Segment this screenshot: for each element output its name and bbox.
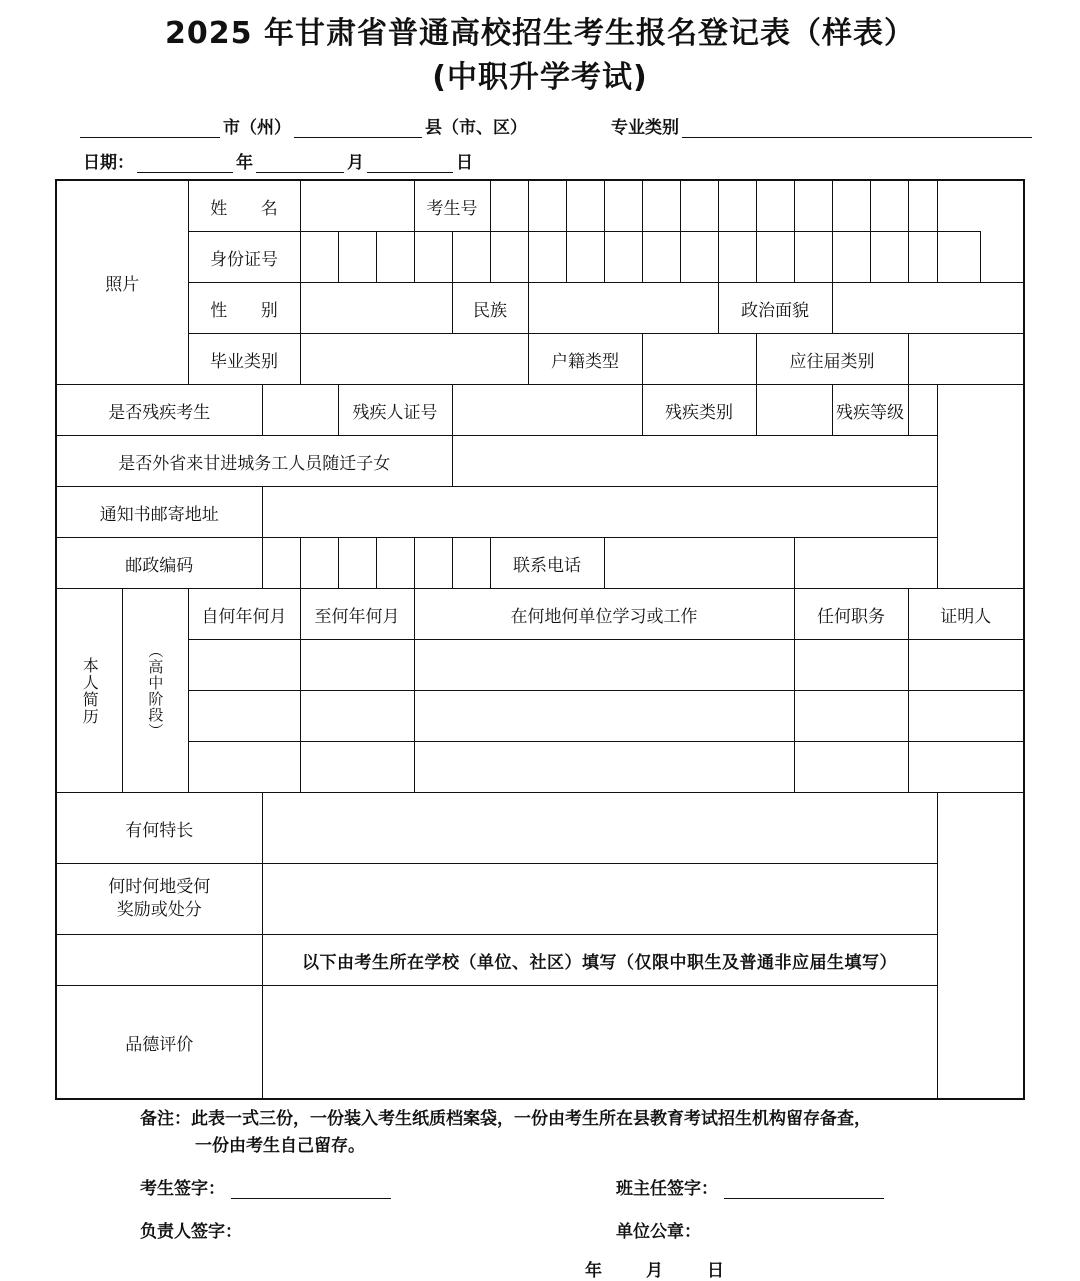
political-status-label: 政治面貌 (718, 283, 832, 334)
signature-date-month: 月 (646, 1261, 707, 1281)
id-no-box[interactable] (908, 232, 937, 283)
disabled-candidate-label: 是否残疾考生 (56, 385, 262, 436)
resume-col-from: 自何年何月 (188, 589, 300, 640)
table-row-resume-header (56, 589, 1024, 640)
city-suffix-label: 市（州） (223, 118, 291, 138)
graduation-type-label: 毕业类别 (188, 334, 300, 385)
exam-no-box[interactable] (832, 180, 870, 232)
exam-no-box[interactable] (870, 180, 908, 232)
resume-sublabel: （高中阶段） (146, 642, 165, 739)
resume-cell-place[interactable] (414, 742, 794, 793)
specialty-value-cell[interactable] (262, 793, 937, 864)
major-category-label: 专业类别 (611, 118, 679, 138)
candidate-year-type-value-cell[interactable] (908, 334, 1024, 385)
id-no-box[interactable] (680, 232, 718, 283)
moral-evaluation-value-cell[interactable] (262, 986, 937, 1100)
table-row-gender (56, 283, 1024, 334)
id-number-label: 身份证号 (188, 232, 300, 283)
resume-label: 本人简历 (80, 656, 100, 725)
mailing-address-label: 通知书邮寄地址 (56, 487, 262, 538)
candidate-signature-label: 考生签字： (140, 1179, 225, 1200)
date-day-unit: 日 (456, 153, 473, 173)
responsible-person-signature-label: 负责人签字： (140, 1222, 242, 1243)
id-no-box[interactable] (718, 232, 756, 283)
candidate-signature-line[interactable] (231, 1182, 391, 1199)
resume-col-witness: 证明人 (908, 589, 1024, 640)
disability-type-label: 残疾类别 (642, 385, 756, 436)
migrant-worker-children-value-cell[interactable] (452, 436, 937, 487)
resume-cell-to[interactable] (300, 691, 414, 742)
notes-line2: 一份由考生自己留存。 (195, 1136, 365, 1157)
postcode-box[interactable] (376, 538, 414, 589)
postcode-box[interactable] (262, 538, 300, 589)
id-no-box[interactable] (414, 232, 452, 283)
exam-no-box[interactable] (642, 180, 680, 232)
resume-sublabel-cell (122, 589, 188, 793)
table-row-rewards (56, 864, 1024, 935)
id-no-box[interactable] (490, 232, 528, 283)
date-year-unit: 年 (236, 153, 253, 173)
id-no-box[interactable] (338, 232, 376, 283)
moral-evaluation-label: 品德评价 (56, 986, 262, 1100)
graduation-type-value-cell[interactable] (300, 334, 528, 385)
table-row-resume-entry (56, 640, 1024, 691)
id-no-box[interactable] (937, 232, 980, 283)
exam-no-box[interactable] (566, 180, 604, 232)
exam-no-box[interactable] (490, 180, 528, 232)
exam-no-box[interactable] (908, 180, 937, 232)
resume-cell-witness[interactable] (908, 691, 1024, 742)
school-banner-spacer (56, 935, 262, 986)
disabled-candidate-value-cell[interactable] (262, 385, 338, 436)
signature-row-2 (55, 1217, 1052, 1242)
gender-value-cell[interactable] (300, 283, 452, 334)
candidate-signature-field (55, 1174, 576, 1199)
resume-cell-position[interactable] (794, 691, 908, 742)
county-input-line[interactable] (294, 119, 422, 138)
table-row-mail-address (56, 487, 1024, 538)
date-year-input-line[interactable] (137, 154, 233, 173)
phone-value-cell[interactable] (604, 538, 794, 589)
date-label: 日期： (83, 153, 134, 173)
gender-label: 性 别 (188, 283, 300, 334)
postcode-box[interactable] (338, 538, 376, 589)
page-title-line2: (中职升学考试) (432, 59, 648, 95)
exam-number-label: 考生号 (414, 180, 490, 232)
resume-cell-witness[interactable] (908, 640, 1024, 691)
id-no-box[interactable] (604, 232, 642, 283)
table-row-moral-evaluation (56, 986, 1024, 1100)
resume-cell-place[interactable] (414, 691, 794, 742)
title-block (0, 0, 1080, 99)
date-month-input-line[interactable] (256, 154, 344, 173)
resume-col-position: 任何职务 (794, 589, 908, 640)
household-type-value-cell[interactable] (642, 334, 756, 385)
postcode-box[interactable] (452, 538, 490, 589)
official-seal-label: 单位公章： (616, 1222, 701, 1243)
resume-cell-witness[interactable] (908, 742, 1024, 793)
rewards-label-line1: 何时何地受何 (108, 877, 211, 898)
phone-label: 联系电话 (490, 538, 604, 589)
postcode-box[interactable] (300, 538, 338, 589)
id-no-box[interactable] (870, 232, 908, 283)
postcode-label: 邮政编码 (56, 538, 262, 589)
rewards-value-cell[interactable] (262, 864, 937, 935)
resume-cell-position[interactable] (794, 742, 908, 793)
specialty-label: 有何特长 (56, 793, 262, 864)
form-notes (55, 1106, 1052, 1160)
signature-row-1 (55, 1174, 1052, 1199)
table-row-name (56, 180, 1024, 232)
signature-date-row (55, 1256, 1052, 1281)
exam-no-box[interactable] (528, 180, 566, 232)
id-no-box[interactable] (756, 232, 794, 283)
head-teacher-signature-label: 班主任签字： (616, 1179, 718, 1200)
header-fields (0, 113, 1080, 173)
resume-col-to: 至何年何月 (300, 589, 414, 640)
ethnicity-value-cell[interactable] (528, 283, 718, 334)
resume-col-place: 在何地何单位学习或工作 (414, 589, 794, 640)
notes-line1: 备注：此表一式三份，一份装入考生纸质档案袋，一份由考生所在县教育考试招生机构留存备查， (140, 1109, 871, 1129)
signature-date-year: 年 (585, 1261, 646, 1281)
id-no-box[interactable] (794, 232, 832, 283)
major-category-input-line[interactable] (682, 119, 1032, 138)
table-row-school-banner (56, 935, 1024, 986)
exam-no-box[interactable] (718, 180, 756, 232)
id-no-box[interactable] (300, 232, 338, 283)
candidate-year-type-label: 应往届类别 (756, 334, 908, 385)
exam-no-box[interactable] (794, 180, 832, 232)
photo-cell[interactable]: 照片 (56, 180, 188, 385)
table-row-id-number (56, 232, 1024, 283)
resume-cell-from[interactable] (188, 640, 300, 691)
disability-type-value-cell[interactable] (756, 385, 832, 436)
date-month-unit: 月 (347, 153, 364, 173)
political-status-value-cell[interactable] (832, 283, 1024, 334)
resume-cell-place[interactable] (414, 640, 794, 691)
resume-cell-from[interactable] (188, 691, 300, 742)
date-day-input-line[interactable] (367, 154, 453, 173)
main-form-table-wrapper (55, 179, 1052, 1100)
disability-certificate-value-cell[interactable] (452, 385, 642, 436)
disability-certificate-label: 残疾人证号 (338, 385, 452, 436)
disability-grade-value-cell[interactable] (908, 385, 937, 436)
county-suffix-label: 县（市、区） (425, 118, 527, 138)
signature-block (55, 1174, 1052, 1281)
rewards-label-cell (56, 864, 262, 935)
household-type-label: 户籍类型 (528, 334, 642, 385)
official-seal-field (576, 1217, 1052, 1242)
id-no-box[interactable] (376, 232, 414, 283)
table-row-resume-entry (56, 691, 1024, 742)
resume-cell-position[interactable] (794, 640, 908, 691)
exam-no-box[interactable] (604, 180, 642, 232)
resume-cell-to[interactable] (300, 640, 414, 691)
exam-no-box[interactable] (680, 180, 718, 232)
postcode-box[interactable] (414, 538, 452, 589)
name-label: 姓 名 (188, 180, 300, 232)
exam-no-box[interactable] (756, 180, 794, 232)
name-value-cell[interactable] (300, 180, 414, 232)
table-row-specialty (56, 793, 1024, 864)
signature-date-day: 日 (707, 1261, 768, 1281)
id-no-box[interactable] (566, 232, 604, 283)
id-no-box[interactable] (452, 232, 490, 283)
head-teacher-signature-line[interactable] (724, 1182, 884, 1199)
page-title-line1: 2025 年甘肃省普通高校招生考生报名登记表（样表） (165, 16, 915, 51)
table-row-disability (56, 385, 1024, 436)
disability-grade-label: 残疾等级 (832, 385, 908, 436)
resume-label-cell (56, 589, 122, 793)
id-no-box[interactable] (642, 232, 680, 283)
id-no-box[interactable] (528, 232, 566, 283)
city-input-line[interactable] (80, 119, 220, 138)
table-row-postcode-phone (56, 538, 1024, 589)
mailing-address-value-cell[interactable] (262, 487, 937, 538)
resume-cell-to[interactable] (300, 742, 414, 793)
migrant-worker-children-label: 是否外省来甘进城务工人员随迁子女 (56, 436, 452, 487)
phone-extra-cell[interactable] (794, 538, 937, 589)
resume-cell-from[interactable] (188, 742, 300, 793)
school-section-banner: 以下由考生所在学校（单位、社区）填写（仅限中职生及普通非应届生填写） (262, 935, 937, 986)
ethnicity-label: 民族 (452, 283, 528, 334)
responsible-signature-field (55, 1217, 576, 1242)
table-row-migrant-children (56, 436, 1024, 487)
table-row-resume-entry (56, 742, 1024, 793)
head-teacher-signature-field (576, 1174, 1052, 1199)
table-row-graduation-type (56, 334, 1024, 385)
rewards-label-line2: 奖励或处分 (116, 900, 202, 920)
registration-table (55, 179, 1025, 1100)
id-no-box[interactable] (832, 232, 870, 283)
